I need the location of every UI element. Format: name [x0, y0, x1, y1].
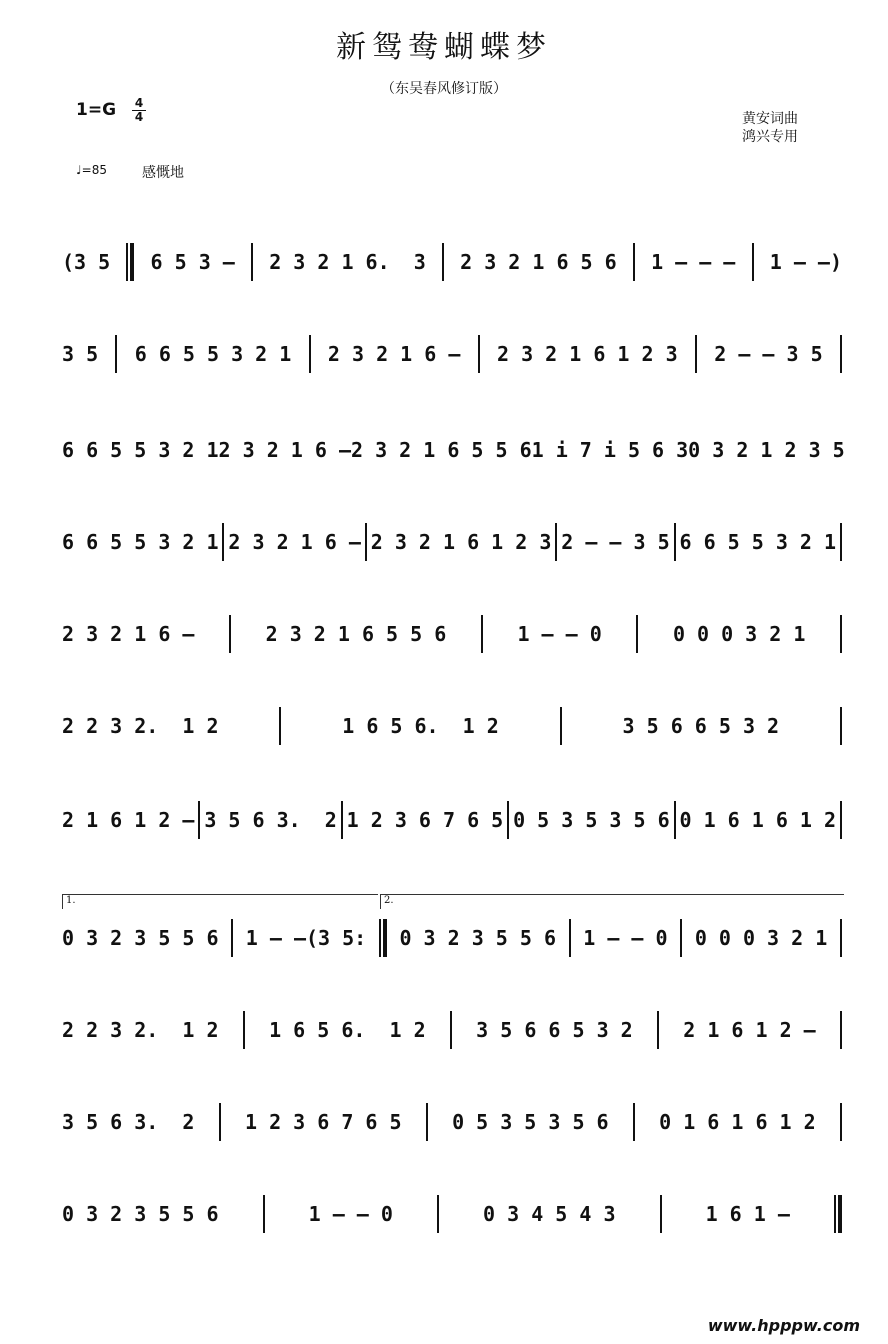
credit-usage: 鸿兴专用: [742, 129, 798, 145]
score-line: [62, 1191, 842, 1237]
measure-notes: 2 3 2 1 6 –: [62, 622, 195, 646]
measure-notes: 1 – – –: [651, 250, 736, 274]
barline: [555, 523, 557, 561]
barline: [752, 243, 754, 281]
score-line: [62, 331, 842, 377]
measure-notes: 2 1 6 1 2 –: [683, 1018, 816, 1042]
barline: [633, 1103, 635, 1141]
barline: [695, 335, 697, 373]
double-barline: [834, 1195, 842, 1233]
score-line: [62, 427, 845, 473]
measure-notes: 6 5 3 –: [150, 250, 235, 274]
measure-notes: 1 – –(3 5:: [245, 926, 367, 950]
measure-notes: 0 0 0 3 2 1: [672, 622, 806, 646]
barline: [442, 243, 444, 281]
measure-notes: 2 – – 3 5: [561, 530, 670, 554]
measure-notes: 2 3 2 1 6. 3: [269, 250, 426, 274]
barline: [840, 335, 842, 373]
score-line: [62, 797, 842, 843]
barline: [674, 801, 676, 839]
measure-notes: 1 6 1 –: [705, 1202, 790, 1226]
first-ending-label: 1.: [66, 895, 76, 906]
tempo-marking: ♩=85: [76, 163, 107, 177]
measure-notes: 2 – – 3 5: [714, 342, 823, 366]
time-signature-top: 4: [134, 96, 144, 110]
measure-notes: 3 5 6 3. 2: [204, 808, 337, 832]
measure-notes: 0 5 3 5 3 5 6: [513, 808, 670, 832]
score-line: [62, 1007, 842, 1053]
measure-notes: 3 5 6 6 5 3 2: [476, 1018, 633, 1042]
measure-notes: 0 3 2 3 5 5 6: [62, 1202, 219, 1226]
score-line: [62, 239, 842, 285]
measure-notes: 1 – – 0: [308, 1202, 393, 1226]
score-line: [62, 1099, 842, 1145]
barline: [636, 615, 638, 653]
measure-notes: 6 6 5 5 3 2 1: [62, 438, 219, 462]
measure-notes: 6 6 5 5 3 2 1: [62, 530, 219, 554]
measure-notes: 1 2 3 6 7 6 5: [244, 1110, 402, 1134]
barline: [365, 523, 367, 561]
measure-notes: 1 – – 0: [583, 926, 668, 950]
score-line: [62, 519, 842, 565]
barline: [840, 615, 842, 653]
measure-notes: 1 6 5 6. 1 2: [269, 1018, 426, 1042]
barline: [660, 1195, 662, 1233]
barline: [840, 801, 842, 839]
measure-notes: 3 5 6 3. 2: [62, 1110, 195, 1134]
barline: [840, 919, 842, 957]
barline: [231, 919, 233, 957]
score-line: [62, 611, 842, 657]
measure-notes: 0 3 2 3 5 5 6: [62, 926, 219, 950]
barline: [680, 919, 682, 957]
score-line: [62, 915, 842, 961]
measure-notes: 2 2 3 2. 1 2: [62, 714, 219, 738]
measure-notes: 0 3 2 1 2 3 5: [688, 438, 845, 462]
barline: [481, 615, 483, 653]
second-ending-label: 2.: [384, 895, 394, 906]
measure-notes: 2 3 2 1 6 –: [327, 342, 461, 366]
time-signature-bottom: 4: [134, 110, 144, 124]
measure-notes: 1 6 5 6. 1 2: [342, 714, 499, 738]
song-title: 新鸳鸯蝴蝶梦: [336, 30, 552, 65]
measure-notes: 2 3 2 1 6 5 6: [460, 250, 617, 274]
barline: [229, 615, 231, 653]
watermark: www.hpppw.com: [707, 1316, 860, 1335]
measure-notes: 3 5: [62, 342, 99, 366]
barline: [222, 523, 224, 561]
barline: [243, 1011, 245, 1049]
barline: [198, 801, 200, 839]
measure-notes: 1 – – 0: [517, 622, 602, 646]
measure-notes: 0 5 3 5 3 5 6: [452, 1110, 609, 1134]
barline: [657, 1011, 659, 1049]
subtitle: （东吴春风修订版）: [381, 81, 507, 97]
barline: [507, 801, 509, 839]
measure-notes: 1 i 7 i 5 6 3: [531, 438, 689, 462]
barline: [478, 335, 480, 373]
measure-notes: 1 – –): [769, 250, 842, 274]
barline: [437, 1195, 439, 1233]
measure-notes: 2 3 2 1 6 1 2 3: [497, 342, 678, 366]
expression-marking: 感慨地: [142, 165, 184, 181]
first-ending-bracket: [62, 894, 378, 909]
double-barline: [379, 919, 387, 957]
credit-composer: 黄安词曲: [742, 111, 798, 127]
measure-notes: 6 6 5 5 3 2 1: [134, 342, 292, 366]
measure-notes: 0 3 2 3 5 5 6: [399, 926, 557, 950]
barline: [633, 243, 635, 281]
barline: [450, 1011, 452, 1049]
measure-notes: 2 3 2 1 6 1 2 3: [370, 530, 552, 554]
barline: [426, 1103, 428, 1141]
measure-notes: 2 3 2 1 6 –: [228, 530, 361, 554]
measure-notes: 3 5 6 6 5 3 2: [622, 714, 780, 738]
measure-notes: 1 2 3 6 7 6 5: [346, 808, 504, 832]
barline: [309, 335, 311, 373]
barline: [115, 335, 117, 373]
second-ending-bracket: [380, 894, 844, 909]
measure-notes: 2 1 6 1 2 –: [62, 808, 195, 832]
measure-notes: 0 0 0 3 2 1: [694, 926, 828, 950]
measure-notes: 6 6 5 5 3 2 1: [679, 530, 837, 554]
score-line: [62, 703, 842, 749]
measure-notes: 0 1 6 1 6 1 2: [659, 1110, 816, 1134]
key-signature: 1=G: [76, 100, 117, 120]
barline: [263, 1195, 265, 1233]
barline: [219, 1103, 221, 1141]
measure-notes: 2 3 2 1 6 5 5 6: [351, 438, 532, 462]
repeat-start-barline: [126, 243, 134, 281]
barline: [674, 523, 676, 561]
measure-notes: 0 3 4 5 4 3: [483, 1202, 616, 1226]
barline: [840, 1103, 842, 1141]
measure-notes: 0 1 6 1 6 1 2: [679, 808, 837, 832]
measure-notes: 2 3 2 1 6 –: [218, 438, 351, 462]
barline: [840, 1011, 842, 1049]
barline: [279, 707, 281, 745]
barline: [840, 707, 842, 745]
barline: [341, 801, 343, 839]
measure-notes: 2 2 3 2. 1 2: [62, 1018, 219, 1042]
time-signature: [132, 97, 146, 124]
measure-notes: (3 5: [62, 250, 111, 274]
barline: [560, 707, 562, 745]
barline: [251, 243, 253, 281]
barline: [840, 523, 842, 561]
barline: [569, 919, 571, 957]
measure-notes: 2 3 2 1 6 5 5 6: [265, 622, 447, 646]
